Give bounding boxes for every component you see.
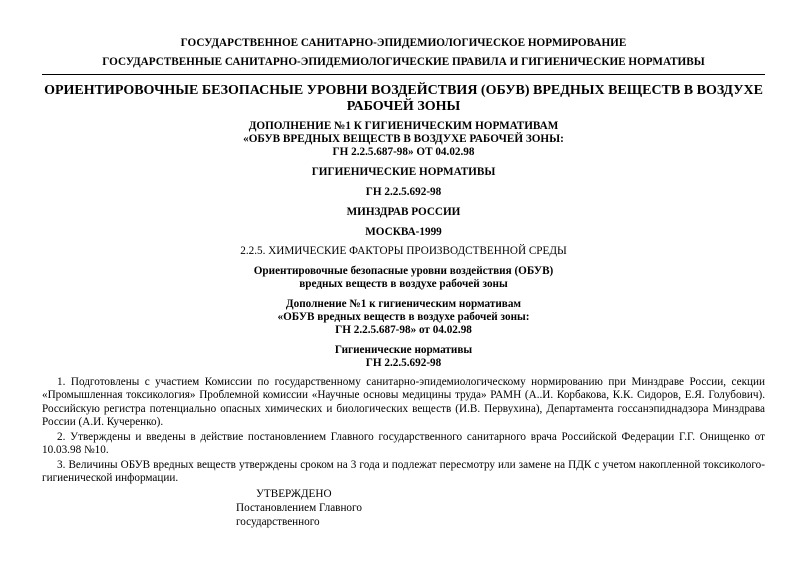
- subtitle-line-6: Гигиенические нормативы: [334, 344, 473, 356]
- subtitle-line-3: Дополнение №1 к гигиеническим нормативам: [285, 298, 522, 310]
- supplement-title-line-3: ГН 2.2.5.687-98» ОТ 04.02.98: [332, 146, 475, 158]
- paragraph-1: 1. Подготовлены с участием Комиссии по государственному санитарно-эпидемиологическому нормированию при Минздраве России, секции «Промышленная токсикология» Проблемной комиссии «Научные основы медицины труда» РАМН (А..И. Корбакова, К.К. Сидоров, Е.Я. Голубович). Российскую регистра потенциально опасных химических и биологических веществ (И.В. Первухина), Департамента госсанэпиднадзора Минздрава России (А.И. Кучеренко).: [42, 376, 765, 428]
- subtitle-line-4: «ОБУВ вредных веществ в воздухе рабочей зоны:: [277, 311, 530, 323]
- supplement-title-line-2: «ОБУВ ВРЕДНЫХ ВЕЩЕСТВ В ВОЗДУХЕ РАБОЧЕЙ ЗОНЫ:: [243, 133, 564, 145]
- norms-heading: ГИГИЕНИЧЕСКИЕ НОРМАТИВЫ: [311, 166, 496, 178]
- header-divider: [42, 74, 765, 75]
- approval-line-1: УТВЕРЖДЕНО: [256, 488, 332, 500]
- paragraph-3: 3. Величины ОБУВ вредных веществ утверждены сроком на 3 года и подлежат пересмотру или замене на ПДК с учетом накопленной токсиколого-гигиенической информации.: [42, 458, 765, 485]
- section-heading: 2.2.5. ХИМИЧЕСКИЕ ФАКТОРЫ ПРОИЗВОДСТВЕННОЙ СРЕДЫ: [240, 245, 567, 257]
- paragraph-2: 2. Утверждены и введены в действие постановлением Главного государственного санитарного врача Российской Федерации Г.Г. Онищенко от 10.03.98 №10.: [42, 430, 765, 457]
- city-year: МОСКВА-1999: [365, 226, 442, 238]
- main-title: ОРИЕНТИРОВОЧНЫЕ БЕЗОПАСНЫЕ УРОВНИ ВОЗДЕЙСТВИЯ (ОБУВ) ВРЕДНЫХ ВЕЩЕСТВ В ВОЗДУХЕ РАБОЧЕЙ ЗОНЫ: [44, 83, 763, 114]
- subtitle-line-7: ГН 2.2.5.692-98: [365, 357, 442, 369]
- approval-line-3: государственного: [236, 516, 320, 528]
- ministry: МИНЗДРАВ РОССИИ: [346, 206, 461, 218]
- header-line-1: ГОСУДАРСТВЕННОЕ САНИТАРНО-ЭПИДЕМИОЛОГИЧЕСКОЕ НОРМИРОВАНИЕ: [180, 37, 627, 49]
- subtitle-line-1: Ориентировочные безопасные уровни воздействия (ОБУВ): [253, 265, 554, 277]
- supplement-title-line-1: ДОПОЛНЕНИЕ №1 К ГИГИЕНИЧЕСКИМ НОРМАТИВАМ: [248, 120, 559, 132]
- header-line-2: ГОСУДАРСТВЕННЫЕ САНИТАРНО-ЭПИДЕМИОЛОГИЧЕСКИЕ ПРАВИЛА И ГИГИЕНИЧЕСКИЕ НОРМАТИВЫ: [102, 56, 705, 68]
- subtitle-line-2: вредных веществ в воздухе рабочей зоны: [299, 278, 508, 290]
- approval-line-2: Постановлением Главного: [236, 502, 362, 514]
- norms-code: ГН 2.2.5.692-98: [365, 186, 442, 198]
- body-text: [42, 376, 765, 487]
- subtitle-line-5: ГН 2.2.5.687-98» от 04.02.98: [335, 324, 472, 336]
